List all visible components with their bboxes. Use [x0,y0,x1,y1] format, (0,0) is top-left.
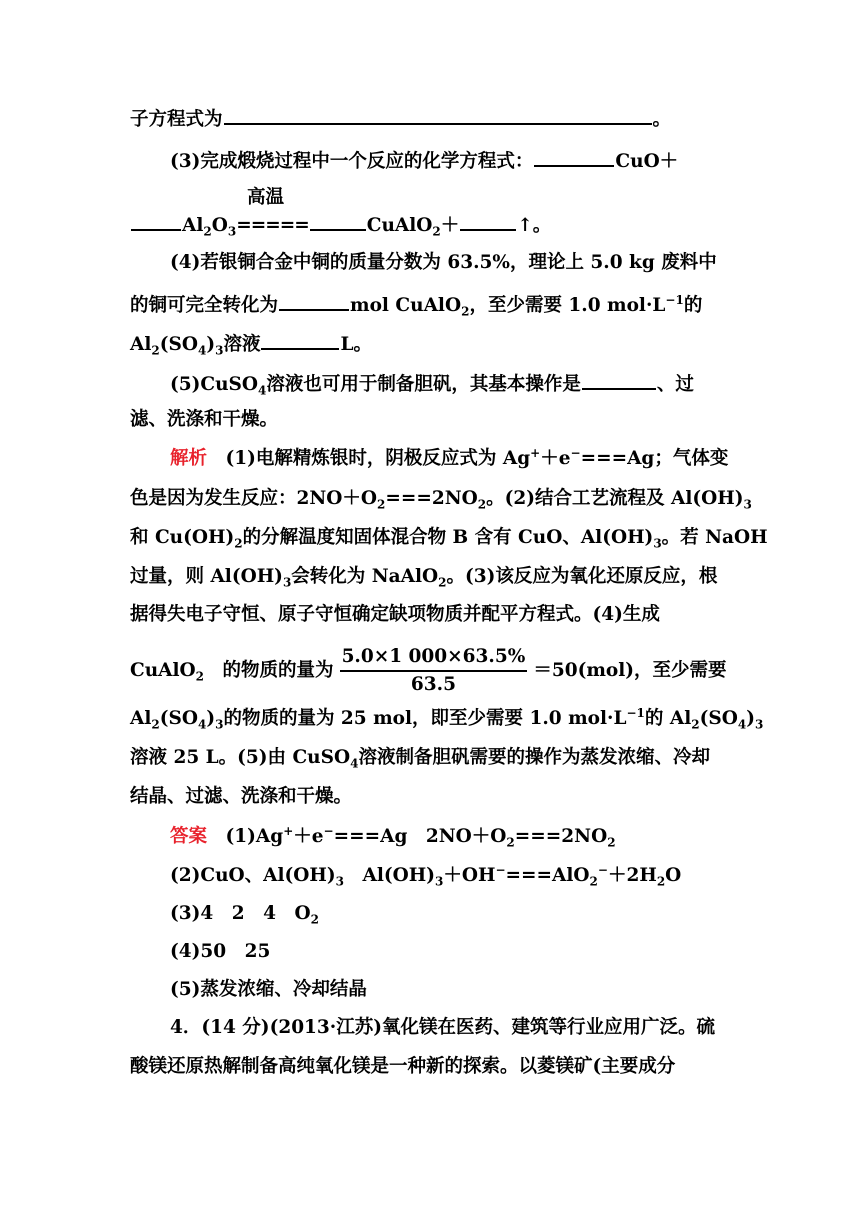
question-4-line-1: 4．(14 分)(2013·江苏)氧化镁在医药、建筑等行业应用广泛。硫 [170,1017,716,1038]
q4-line-1: (4)若银铜合金中铜的质量分数为 63.5%，理论上 5.0 kg 废料中 [170,252,717,273]
analysis-line-8: 溶液 25 L。(5)由 CuSO$_4$溶液制备胆矾需要的操作为蒸发浓缩、冷却 [130,747,710,771]
text: (3)完成煅烧过程中一个反应的化学方程式： [170,151,534,172]
analysis-line-3: 和 $Cu(OH)_2$的分解温度知固体混合物 B 含有 CuO、$Al(OH)_3$。若 NaOH [130,527,768,551]
text: ↑。 [517,215,552,236]
analysis-line-7: $Al_2(SO_4)_3$的物质的量为 25 mol，即至少需要 1.0 $mol\cdot L^{-1}$的 $Al_2(SO_4)_3$ [130,705,764,732]
q3-line [170,147,770,174]
fraction: $\frac{5.0\times 1 000\times 63.5\%}{63.5}$ [341,646,526,695]
text: O [211,215,228,236]
analysis-line-4: 过量，则 $Al(OH)_3$会转化为 NaAlO$_2$。(3)该反应为氧化还原反应，根 [130,566,718,590]
answer-blank [310,211,366,231]
text: CuO＋ [615,151,679,172]
q5-line-2: 滤、洗涤和干燥。 [130,409,279,430]
answer-blank [279,291,349,311]
answer-blank [131,211,181,231]
answer-blank [534,147,614,167]
analysis-label: 解析 [170,448,208,469]
question-4-line-2: 酸镁还原热解制备高纯氧化镁是一种新的探索。以菱镁矿(主要成分 [130,1056,676,1077]
answer-blank [460,211,516,231]
answer-line-4: (4)50 25 [170,941,271,962]
q5-line-1: (5)CuSO$_4$溶液也可用于制备胆矾，其基本操作是 、过 [170,370,770,397]
analysis-line-5: 据得失电子守恒、原子守恒确定缺项物质并配平方程式。(4)生成 [130,604,660,625]
q4-line-2: 的铜可完全转化为 mol CuAlO$_2$，至少需要 1.0 $mol\cdot L^{-1}$的 [130,292,703,319]
answer-label: 答案 [170,826,208,847]
answer-blank [261,330,339,350]
answer-line-2: (2)CuO、$Al(OH)_3$ $Al(OH)_3+OH^-===AlO_2^-+2H_2O$ [170,862,682,889]
text: CuAlO [366,215,433,236]
analysis-line-6: CuAlO$_2$ 的物质的量为 $\frac{5.0\times 1 000\times 63.5\%}{63.5}$ ＝50(mol)，至少需要 [130,646,727,695]
analysis-line-9: 结晶、过滤、洗涤和干燥。 [130,786,353,807]
q4-line-3: $Al_2(SO_4)_3$溶液 L。 [130,330,730,357]
text: Al [182,215,204,236]
reaction-condition: 高温 [247,187,285,208]
q2-end-line [130,105,730,132]
text: 。 [652,109,672,130]
answer-line-5: (5)蒸发浓缩、冷却结晶 [170,979,367,1000]
text: ===== [236,215,309,236]
text: ＋ [440,215,460,236]
answer-line-3: (3)4 2 4 $O_2$ [170,903,319,927]
text: 子方程式为 [130,109,223,130]
answer-blank [582,370,656,390]
answer-blank [224,105,652,125]
analysis-line-1: 解析 (1)电解精炼银时，阴极反应式为 Ag+＋e−===Ag；气体变 [170,445,729,469]
answer-line-1: 答案 (1)Ag+＋e−===Ag $2NO+O_2===2NO_2$ [170,823,616,850]
q3-equation-line: $Al_2O_3=====$ CuAlO$_2$＋ ↑。 [130,211,730,238]
analysis-line-2: 色是因为发生反应：$2NO+O_2===2NO_2$。(2)结合工艺流程及 $Al(OH)_3$ [130,488,752,512]
